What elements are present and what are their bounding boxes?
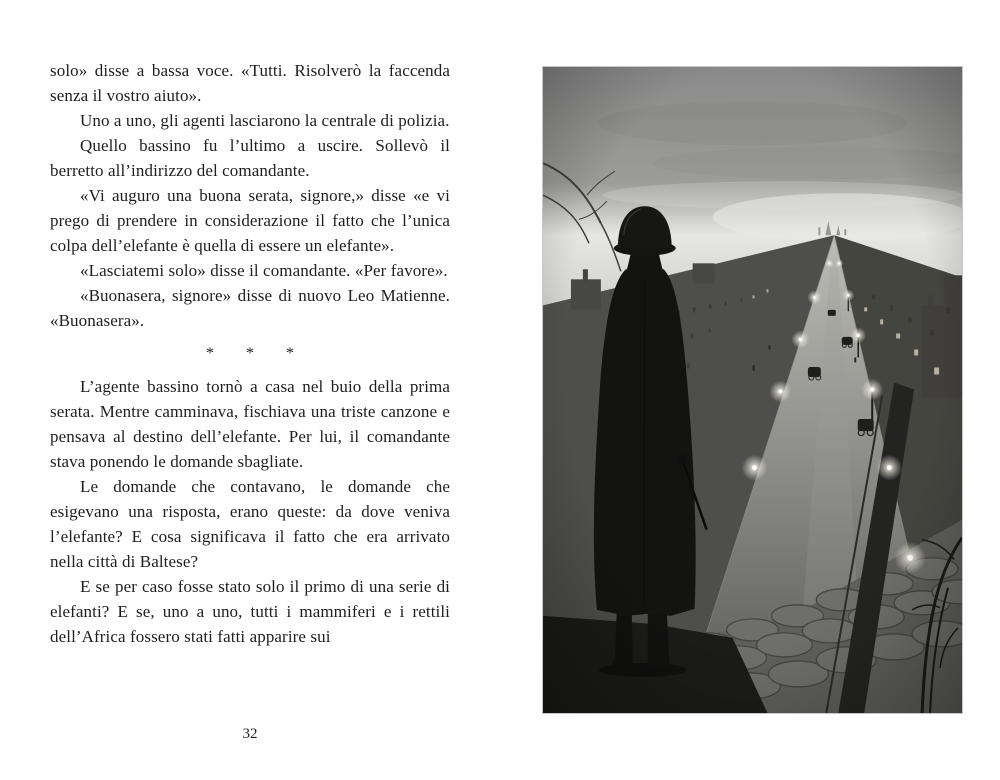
paragraph: «Buonasera, signore» disse di nuovo Leo Matienne. «Buonasera». — [50, 286, 450, 330]
body-text — [50, 58, 450, 649]
paragraph: Uno a uno, gli agenti lasciarono la centrale di polizia. — [80, 111, 450, 130]
paragraph: Quello bassino fu l’ultimo a uscire. Sollevò il berretto all’indirizzo del comandante. — [50, 136, 450, 180]
paragraph: Le domande che contavano, le domande che esigevano una risposta, erano queste: da dove veniva l’elefante? E cosa significava il fatto che era arrivato nella città di Baltese? — [50, 477, 450, 571]
man-overlooking-city-illustration — [543, 67, 962, 713]
paragraph: «Vi auguro una buona serata, signore,» disse «e vi prego di prendere in considerazione il fatto che l’unica colpa dell’elefante è quella di essere un elefante». — [50, 186, 450, 255]
page-number: 32 — [242, 726, 258, 742]
paragraph: E se per caso fosse stato solo il primo di una serie di elefanti? E se, uno a uno, tutti i mammiferi e i rettili dell’Africa fossero stati fatti apparire sui — [50, 577, 450, 646]
section-separator: * * * — [206, 345, 294, 362]
paragraph: «Lasciatemi solo» disse il comandante. «Per favore». — [80, 261, 448, 280]
paragraph: solo» disse a bassa voce. «Tutti. Risolverò la faccenda senza il vostro aiuto». — [50, 61, 450, 105]
paragraph: L’agente bassino tornò a casa nel buio della prima serata. Mentre camminava, fischiava una triste canzone e pensava al destino dell’elefante. Per lui, il comandante stava ponendo le domande sbagliate. — [50, 377, 450, 471]
illustration-frame — [542, 66, 963, 714]
